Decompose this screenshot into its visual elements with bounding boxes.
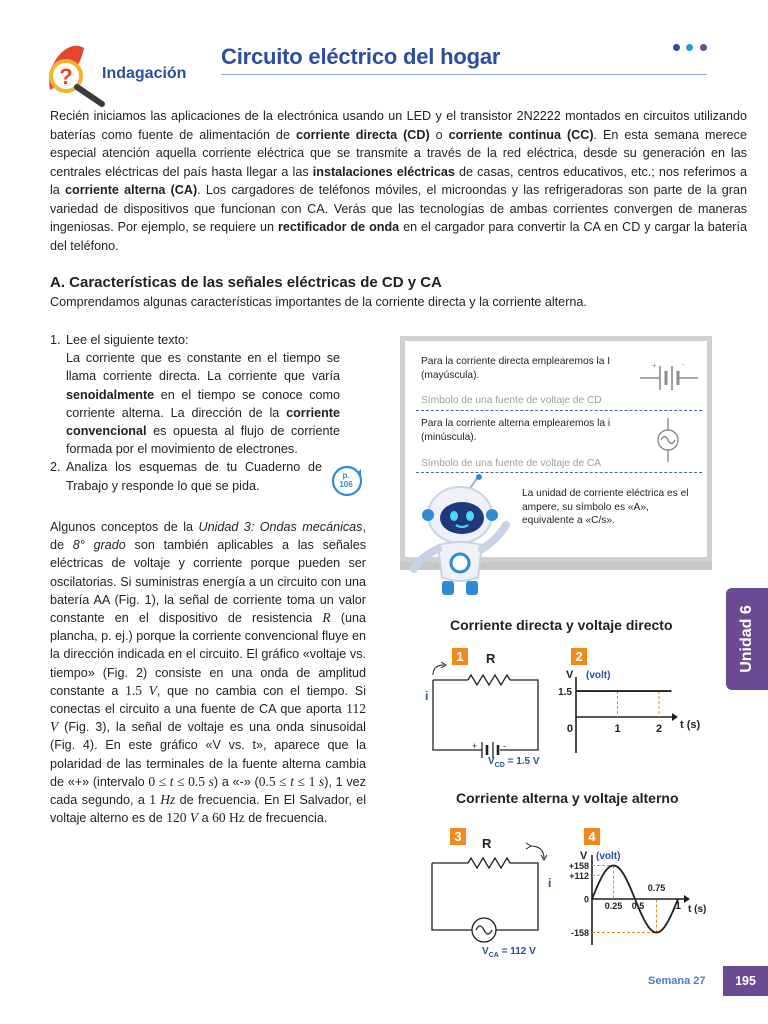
page-number: 195 — [723, 966, 768, 996]
x-tick-label: 0.25 — [604, 901, 623, 911]
ac-source-label — [482, 946, 536, 959]
item1-run: en el tiempo se conoce como corriente alterna. La dirección de la — [66, 387, 340, 420]
intro-run: o — [429, 127, 449, 142]
concepts-run: 112 — [346, 701, 366, 717]
y-tick-label: +112 — [569, 870, 589, 881]
concepts-paragraph — [50, 518, 366, 827]
unit-side-tab-label: Unidad 6 — [738, 605, 755, 673]
list-item — [50, 458, 340, 494]
vsource-sub: CD — [494, 762, 505, 769]
concepts-run: ) a «-» ( — [213, 774, 259, 789]
list-number: 2. — [50, 460, 61, 475]
concepts-run: Unidad 3: Ondas mecánicas — [198, 520, 363, 534]
concepts-run: V — [148, 682, 157, 698]
figure-3-badge: 3 — [450, 828, 466, 845]
ac-section-heading: Corriente alterna y voltaje alterno — [456, 790, 679, 806]
y-axis-unit: (volt) — [596, 851, 621, 862]
item1-run: La corriente que es constante en el tiempo se llama corriente directa. La corriente que varía — [66, 351, 340, 384]
x-axis-arrow — [672, 713, 678, 721]
y-tick-label: -158 — [570, 927, 589, 938]
list-item-intro: Lee el siguiente texto: — [66, 333, 189, 347]
plus-sign: + — [472, 741, 478, 751]
concepts-run: a — [198, 811, 213, 826]
x-axis-arrow — [684, 895, 690, 903]
concepts-run: 8° grado — [72, 538, 126, 553]
vsource-v: V — [482, 946, 489, 957]
concepts-run: t — [290, 773, 294, 789]
concepts-run: , de — [50, 520, 366, 553]
robot-mascot-icon — [404, 473, 516, 601]
concepts-run: ), 1 vez cada segundo, a — [50, 774, 366, 808]
concepts-run: 0 ≤ — [148, 773, 170, 789]
resistor-icon — [468, 858, 515, 868]
concepts-run: (una plancha, p. ej.) porque la corriente convencional fluye en la dirección indicada en el circuito. El gráfico «voltaje vs. tiempo» (Fig. 2) consiste en una onda de amplitud constante a — [50, 611, 366, 698]
x-tick-label: 1 — [614, 723, 621, 735]
vsource-val: = 1.5 V — [504, 756, 540, 767]
concepts-run: ≤ 0.5 — [173, 773, 209, 789]
dc-symbol-caption: Símbolo de una fuente de voltaje de CD — [421, 395, 602, 406]
concepts-run: ≤ 1 — [293, 773, 319, 789]
intro-run-bold: instalaciones eléctricas — [312, 164, 455, 179]
item1-run-bold: senoidalmente — [66, 387, 155, 402]
intro-run: . En esta semana merece especial atención aquella corriente eléctrica que se transmite a través de la red eléctrica, desde su generación en las centrales eléctricas del país hasta llegar a las — [50, 127, 747, 179]
ac-source-symbol-icon — [658, 418, 678, 462]
vsource-sub: CA — [488, 952, 499, 959]
ac-voltage-graph — [560, 845, 720, 955]
ac-source-icon — [472, 918, 496, 942]
intro-run: . Los cargadores de teléfonos móviles, el microondas y las refrigeradoras son parte de la gran variedad de dispositivos que funcionan con CA. Verás que las tecnologías de ambas corrientes convergen de maneras ingeniosas. Por ejemplo, se requiere un — [50, 183, 747, 234]
concepts-run: s — [208, 773, 214, 789]
instructions-list — [50, 331, 340, 495]
unit-side-tab-label-wrap — [726, 588, 768, 690]
concepts-run: 120 — [166, 810, 190, 826]
plus-sign: + — [652, 361, 657, 370]
y-tick-label: 1.5 — [558, 687, 572, 699]
item1-run-bold: corriente convencional — [66, 405, 340, 439]
x-axis-label: t (s) — [680, 719, 701, 731]
dot-1 — [673, 44, 680, 51]
dot-3 — [700, 44, 707, 51]
concepts-run: son también aplicables a las señales eléctricas de voltaje y corriente porque pueden ser oscilatorias. Si suministras energía a un circuito con una batería AA (Fig. 1), la señal de corriente toma un valor constante en el dispositivo de resistencia — [50, 538, 366, 626]
dc-section-heading: Corriente directa y voltaje directo — [450, 617, 673, 633]
concepts-run: 1.5 — [125, 682, 149, 698]
intro-run-bold: corriente continua (CC) — [448, 127, 594, 142]
ac-info-text: Para la corriente alterna emplearemos la i (minúscula). — [421, 418, 611, 443]
y-axis-label: V — [566, 669, 574, 681]
concepts-run: 60 Hz — [212, 810, 245, 826]
intro-run-bold: corriente alterna (CA) — [65, 183, 198, 197]
list-item-text: Analiza los esquemas de tu Cuaderno de Trabajo y responde lo que se pida. — [66, 460, 322, 493]
intro-run: en el cargador para convertir la CA en CD y cargar la batería del teléfono. — [50, 220, 747, 253]
concepts-run: s — [318, 773, 325, 789]
ac-circuit-diagram — [420, 828, 560, 963]
decorative-dots — [673, 38, 709, 56]
intro-run: de casas, centros educativos, etc.; nos referimos a la — [50, 164, 747, 197]
dc-battery-symbol-icon — [640, 360, 698, 390]
minus-sign: - — [503, 741, 506, 751]
resistor-label: R — [482, 836, 492, 851]
intro-run: Recién iniciamos las aplicaciones de la electrónica usando un LED y el transistor 2N2222 montados en circuitos utilizando baterías como fuente de alimentación de — [50, 109, 747, 142]
workbook-reference-icon[interactable] — [330, 464, 364, 498]
resistor-icon — [468, 675, 510, 685]
intro-paragraph — [50, 107, 747, 255]
concepts-run: de frecuencia. En El Salvador, el voltaje alterno es de — [50, 793, 366, 826]
concepts-run: de frecuencia. — [244, 811, 328, 826]
concepts-run: V — [50, 719, 59, 735]
concepts-run: 1 — [149, 792, 161, 808]
ampere-unit-text: La unidad de corriente eléctrica es el ampere, su símbolo es «A», equivalente a «C/s». — [522, 488, 689, 526]
list-number: 1. — [50, 333, 61, 347]
page-title: Circuito eléctrico del hogar — [221, 44, 501, 69]
concepts-run: , que no cambia con el tiempo. Si conectas el circuito a una fuente de CA que aporta — [50, 683, 366, 717]
vsource-val: = 112 V — [498, 946, 536, 957]
title-divider — [221, 74, 707, 75]
list-item — [50, 331, 340, 458]
figure-2-badge: 2 — [571, 648, 587, 665]
intro-run-bold: rectificador de onda — [277, 220, 400, 234]
y-tick-label: +158 — [568, 861, 589, 872]
dc-voltage-graph — [556, 665, 706, 765]
vsource-v: V — [488, 756, 495, 767]
resistor-label: R — [486, 651, 496, 666]
y-axis-label: V — [580, 850, 588, 862]
svg-text:?: ? — [59, 64, 73, 89]
minus-sign: - — [682, 360, 685, 369]
dc-source-label — [488, 756, 540, 769]
dot-2 — [686, 44, 693, 51]
item1-run: es opuesta al flujo de corriente formada por el movimiento de electrones. — [66, 424, 340, 457]
y-tick-label: 0 — [583, 894, 589, 905]
concepts-run: Algunos conceptos de la — [50, 520, 199, 534]
section-a-subtitle: Comprendamos algunas características importantes de la corriente directa y la corriente alterna. — [50, 295, 587, 309]
ref-badge-p: p. — [342, 471, 350, 480]
figure-1-badge: 1 — [452, 648, 468, 665]
source-symbols — [638, 356, 702, 466]
concepts-run: (Fig. 3), la señal de voltaje es una onda sinusoidal (Fig. 4). En este gráfico «V vs. t», aparece que la polaridad de las terminales de la fuente alterna cambia de «+» (intervalo — [50, 720, 366, 789]
list-item-text — [66, 349, 340, 458]
ac-symbol-caption: Símbolo de una fuente de voltaje de CA — [421, 458, 602, 469]
y-axis-unit: (volt) — [586, 670, 611, 681]
section-a-title: A. Características de las señales eléctricas de CD y CA — [50, 274, 442, 291]
x-axis-label: t (s) — [688, 904, 707, 915]
concepts-run: 0.5 ≤ — [258, 773, 291, 789]
concepts-run: R — [322, 610, 331, 626]
concepts-run: t — [169, 773, 174, 789]
x-tick-label: 1 — [674, 900, 682, 912]
concepts-run: V — [189, 810, 199, 826]
x-tick-label: 2 — [655, 723, 663, 735]
week-label: Semana 27 — [648, 975, 706, 987]
concepts-runs — [50, 520, 366, 825]
inquiry-icon — [40, 38, 110, 110]
x-tick-label: 0.75 — [647, 883, 666, 893]
ref-badge-num: 106 — [339, 480, 353, 489]
x-tick-label: 0 — [566, 723, 573, 735]
intro-run-bold: corriente directa (CD) — [295, 127, 430, 142]
current-label: i — [425, 689, 429, 703]
dc-circuit-diagram — [420, 645, 555, 770]
concepts-run: Hz — [160, 792, 176, 808]
x-tick-label: 0.5 — [631, 901, 645, 911]
dc-info-text: Para la corriente directa emplearemos la I (mayúscula). — [421, 356, 611, 381]
figure-4-badge: 4 — [584, 828, 600, 845]
current-label: i — [548, 876, 552, 890]
section-label: Indagación — [102, 65, 187, 82]
